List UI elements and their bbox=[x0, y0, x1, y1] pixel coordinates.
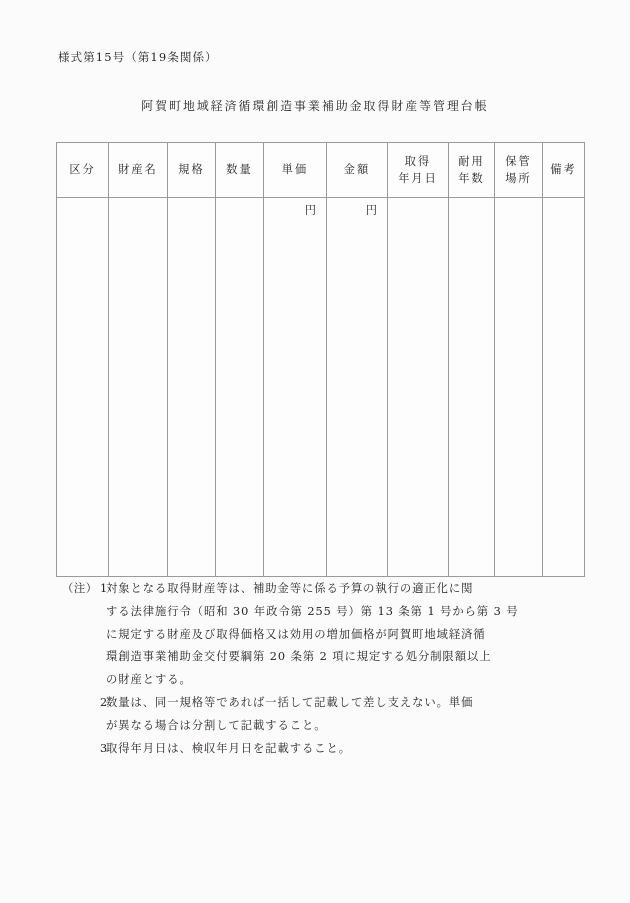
column-header-kingaku bbox=[327, 143, 388, 198]
cell-kubun[interactable] bbox=[57, 198, 109, 577]
column-header-zaisan bbox=[109, 143, 168, 198]
notes-section bbox=[62, 578, 574, 761]
note-text-1 bbox=[106, 578, 574, 692]
column-header-tanka-line-1: 単価 bbox=[281, 163, 309, 177]
column-header-kubun-line-1: 区分 bbox=[69, 163, 96, 177]
table-row bbox=[57, 198, 585, 577]
cell-zaisan[interactable] bbox=[109, 198, 168, 577]
column-header-taiyo-years bbox=[449, 143, 495, 198]
cell-biko[interactable] bbox=[543, 198, 585, 577]
cell-hokan[interactable] bbox=[495, 198, 543, 577]
form-number: 様式第15号（第19条関係） bbox=[58, 50, 218, 64]
note-text-3 bbox=[106, 738, 574, 761]
column-header-taiyo-line-2: 年数 bbox=[458, 172, 485, 185]
page-title: 阿賀町地域経済循環創造事業補助金取得財産等管理台帳 bbox=[141, 99, 489, 113]
column-header-kubun bbox=[57, 143, 109, 198]
table-header-row bbox=[57, 143, 585, 198]
column-header-suryo-line-1: 数量 bbox=[226, 163, 253, 177]
column-header-shutoku-line-1: 取得 bbox=[404, 154, 432, 168]
cell-taiyo[interactable] bbox=[449, 198, 495, 577]
note-1-line-4: 環創造事業補助金交付要綱第 20 条第 2 項に規定する処分制限額以上 bbox=[106, 650, 492, 664]
column-header-kikaku bbox=[168, 143, 216, 198]
column-header-hokan-line-2: 場所 bbox=[505, 172, 532, 185]
column-header-biko-line-1: 備考 bbox=[550, 163, 577, 177]
notes-label: （注） bbox=[62, 582, 98, 595]
note-1-line-3: に規定する財産及び取得価格又は効用の増加価格が阿賀町地域経済循 bbox=[106, 627, 486, 641]
note-number-1: 1 bbox=[100, 582, 109, 595]
note-item-3 bbox=[62, 738, 574, 761]
note-1-line-2: する法律施行令（昭和 30 年政令第 255 号）第 13 条第 1 号から第 3 号 bbox=[106, 604, 519, 618]
column-header-shutoku-date bbox=[388, 143, 449, 198]
note-3-line-1: 取得年月日は、検収年月日を記載すること。 bbox=[106, 741, 351, 755]
cell-tanka[interactable]: 円 bbox=[264, 198, 327, 577]
asset-ledger-table bbox=[56, 142, 585, 577]
note-2-line-2: が異なる場合は分割して記載すること。 bbox=[106, 718, 327, 732]
column-header-hokan-place bbox=[495, 143, 543, 198]
note-text-2 bbox=[106, 692, 574, 738]
note-1-line-1: 対象となる取得財産等は、補助金等に係る予算の執行の適正化に関 bbox=[106, 582, 474, 595]
column-header-hokan-line-1: 保管 bbox=[505, 154, 532, 168]
cell-suryo[interactable] bbox=[216, 198, 264, 577]
column-header-biko bbox=[543, 143, 585, 198]
cell-shutoku[interactable] bbox=[388, 198, 449, 577]
note-2-line-1: 数量は、同一規格等であれば一括して記載して差し支えない。単価 bbox=[106, 696, 474, 710]
note-number-2: 2 bbox=[100, 696, 109, 710]
cell-kingaku[interactable]: 円 bbox=[327, 198, 388, 577]
column-header-taiyo-line-1: 耐用 bbox=[458, 154, 485, 168]
column-header-zaisan-line-1: 財産名 bbox=[118, 163, 158, 177]
note-1-line-5: の財産とする。 bbox=[106, 673, 192, 687]
cell-kikaku[interactable] bbox=[168, 198, 216, 577]
note-item-2 bbox=[62, 692, 574, 738]
column-header-suryo bbox=[216, 143, 264, 198]
note-number-3: 3 bbox=[100, 741, 109, 755]
column-header-kikaku-line-1: 規格 bbox=[178, 163, 205, 177]
column-header-tanka bbox=[264, 143, 327, 198]
column-header-shutoku-line-2: 年月日 bbox=[398, 172, 438, 185]
note-item-1 bbox=[62, 578, 574, 692]
column-header-kingaku-line-1: 金額 bbox=[343, 163, 371, 177]
